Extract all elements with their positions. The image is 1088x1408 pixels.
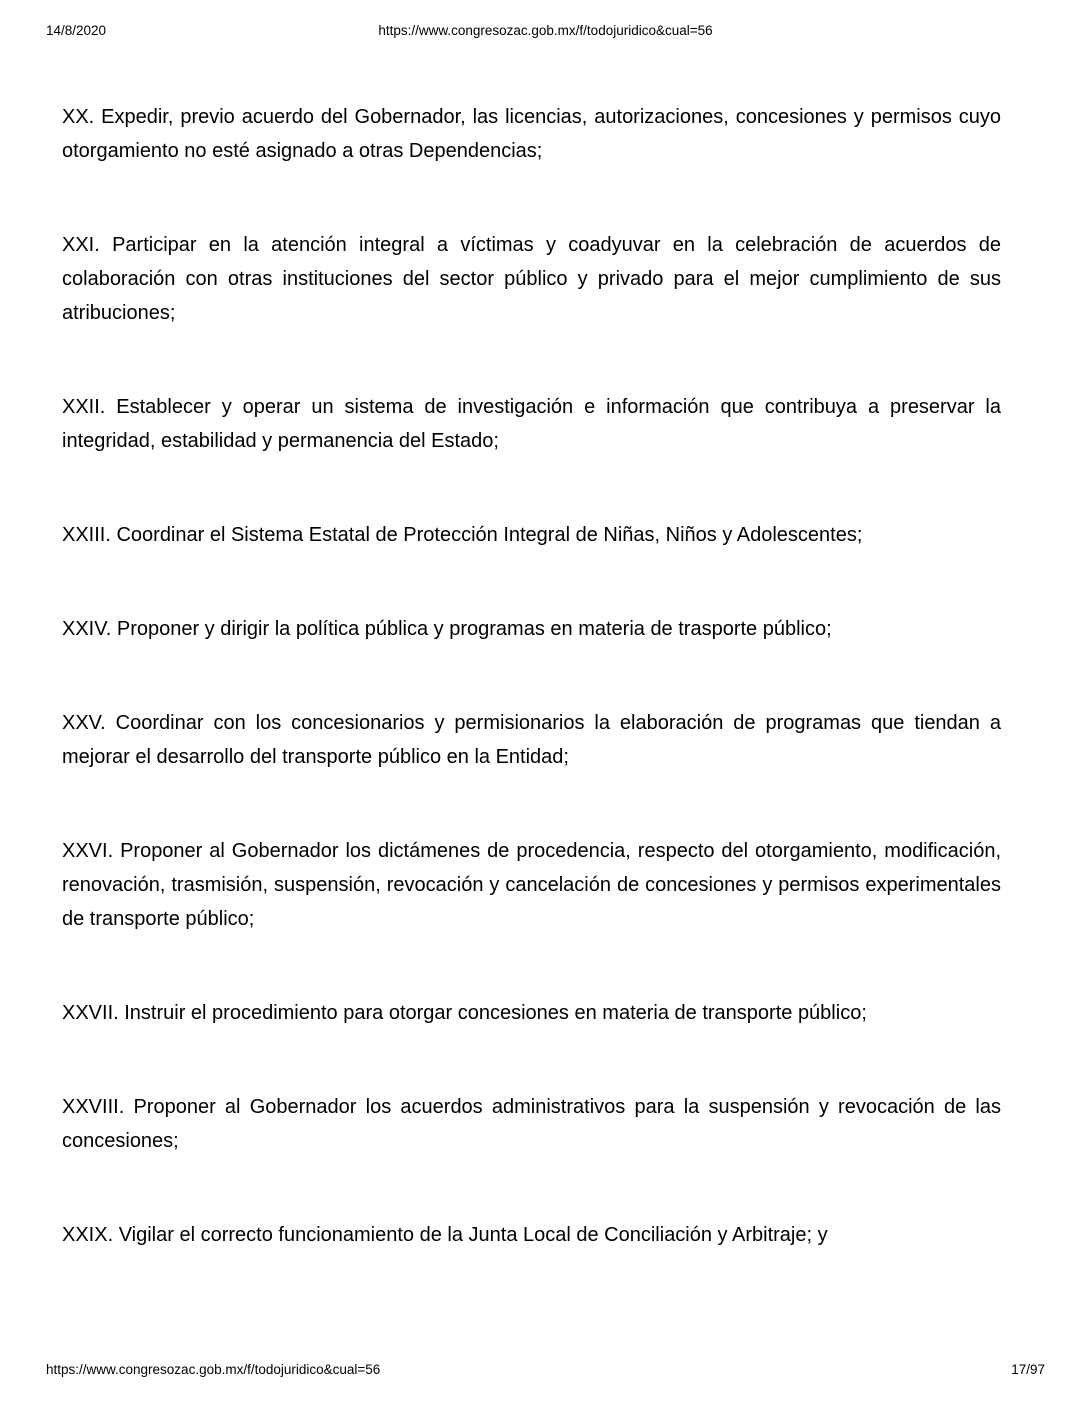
clause-paragraph-xxiv: XXIV. Proponer y dirigir la política pública y programas en materia de trasporte público; — [62, 618, 832, 640]
clause-paragraph-xx: XX. Expedir, previo acuerdo del Gobernador, las licencias, autorizaciones, concesiones y permisos cuyo otorgamiento no esté asignado a otras Dependencias; — [62, 106, 1001, 162]
clause-paragraph-xxi: XXI. Participar en la atención integral a víctimas y coadyuvar en la celebración de acuerdos de colaboración con otras instituciones del sector público y privado para el mejor cumplimiento de sus atribuciones; — [62, 234, 1001, 324]
document-body — [62, 100, 1001, 1312]
clause-paragraph-xxvii: XXVII. Instruir el procedimiento para otorgar concesiones en materia de transporte público; — [62, 1002, 867, 1024]
print-header-url: https://www.congresozac.gob.mx/f/todojuridico&cual=56 — [378, 23, 713, 38]
clause-paragraph-xxii: XXII. Establecer y operar un sistema de investigación e información que contribuya a preservar la integridad, estabilidad y permanencia del Estado; — [62, 396, 1001, 452]
print-header-date: 14/8/2020 — [46, 23, 107, 38]
page-number-indicator: 17/97 — [1011, 1362, 1045, 1377]
clause-paragraph-xxix: XXIX. Vigilar el correcto funcionamiento de la Junta Local de Conciliación y Arbitraje; y — [62, 1224, 828, 1246]
print-header — [46, 22, 1045, 40]
print-footer — [46, 1361, 1045, 1379]
clause-paragraph-xxiii: XXIII. Coordinar el Sistema Estatal de Protección Integral de Niñas, Niños y Adolescentes; — [62, 524, 863, 546]
clause-paragraph-xxv: XXV. Coordinar con los concesionarios y permisionarios la elaboración de programas que tiendan a mejorar el desarrollo del transporte público en la Entidad; — [62, 712, 1001, 768]
clause-paragraph-xxviii: XXVIII. Proponer al Gobernador los acuerdos administrativos para la suspensión y revocación de las concesiones; — [62, 1096, 1001, 1152]
clause-paragraph-xxvi: XXVI. Proponer al Gobernador los dictámenes de procedencia, respecto del otorgamiento, modificación, renovación, trasmisión, suspensión, revocación y cancelación de concesiones y permisos experimentales de transporte público; — [62, 840, 1001, 930]
print-footer-url: https://www.congresozac.gob.mx/f/todojuridico&cual=56 — [46, 1362, 381, 1377]
